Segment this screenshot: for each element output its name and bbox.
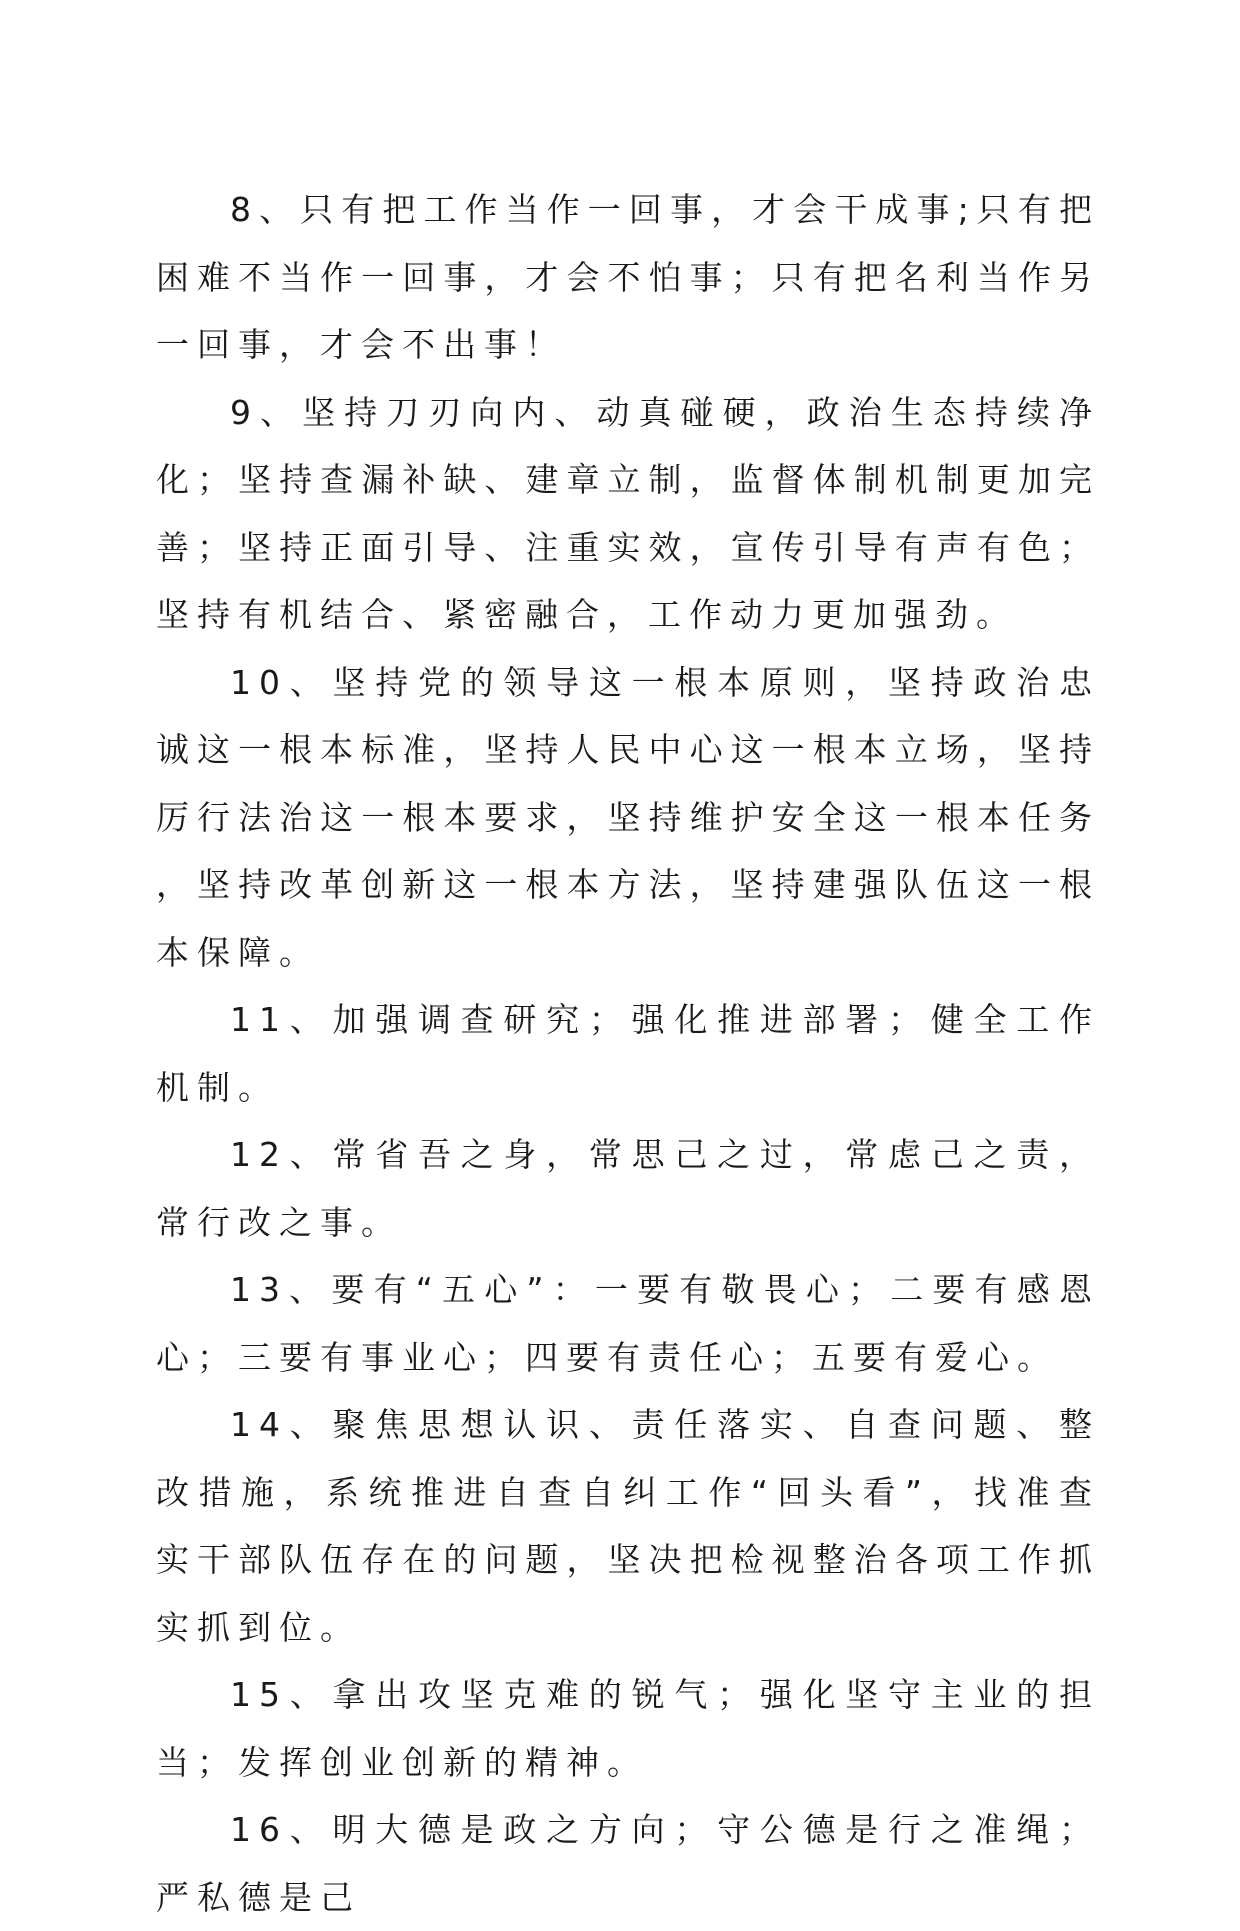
- paragraph-item-13: 13、要有“五心”：一要有敬畏心；二要有感恩心；三要有事业心；四要有责任心；五要有爱心。: [156, 1270, 1100, 1377]
- paragraph-item-14: 14、聚焦思想认识、责任落实、自查问题、整改措施，系统推进自查自纠工作“回头看”，找准查实干部队伍存在的问题，坚决把检视整治各项工作抓实抓到位。: [156, 1405, 1100, 1647]
- document-body: [156, 176, 1100, 1931]
- paragraph-item-11: 11、加强调查研究；强化推进部署；健全工作机制。: [156, 1000, 1100, 1107]
- paragraph-item-10: 10、坚持党的领导这一根本原则，坚持政治忠诚这一根本标准，坚持人民中心这一根本立场，坚持厉行法治这一根本要求，坚持维护安全这一根本任务，坚持改革创新这一根本方法，坚持建强队伍这一根本保障。: [156, 662, 1100, 972]
- paragraph-item-15: 15、拿出攻坚克难的锐气；强化坚守主业的担当；发挥创业创新的精神。: [156, 1675, 1100, 1782]
- paragraph-item-12: 12、常省吾之身，常思己之过，常虑己之责，常行改之事。: [156, 1135, 1100, 1242]
- paragraph-item-9: 9、坚持刀刃向内、动真碰硬，政治生态持续净化；坚持查漏补缺、建章立制，监督体制机制更加完善；坚持正面引导、注重实效，宣传引导有声有色；坚持有机结合、紧密融合，工作动力更加强劲。: [156, 392, 1100, 634]
- paragraph-item-16: 16、明大德是政之方向；守公德是行之准绳；严私德是己: [156, 1810, 1100, 1917]
- paragraph-item-8: 8、只有把工作当作一回事，才会干成事;只有把困难不当作一回事，才会不怕事；只有把名利当作另一回事，才会不出事！: [156, 190, 1100, 364]
